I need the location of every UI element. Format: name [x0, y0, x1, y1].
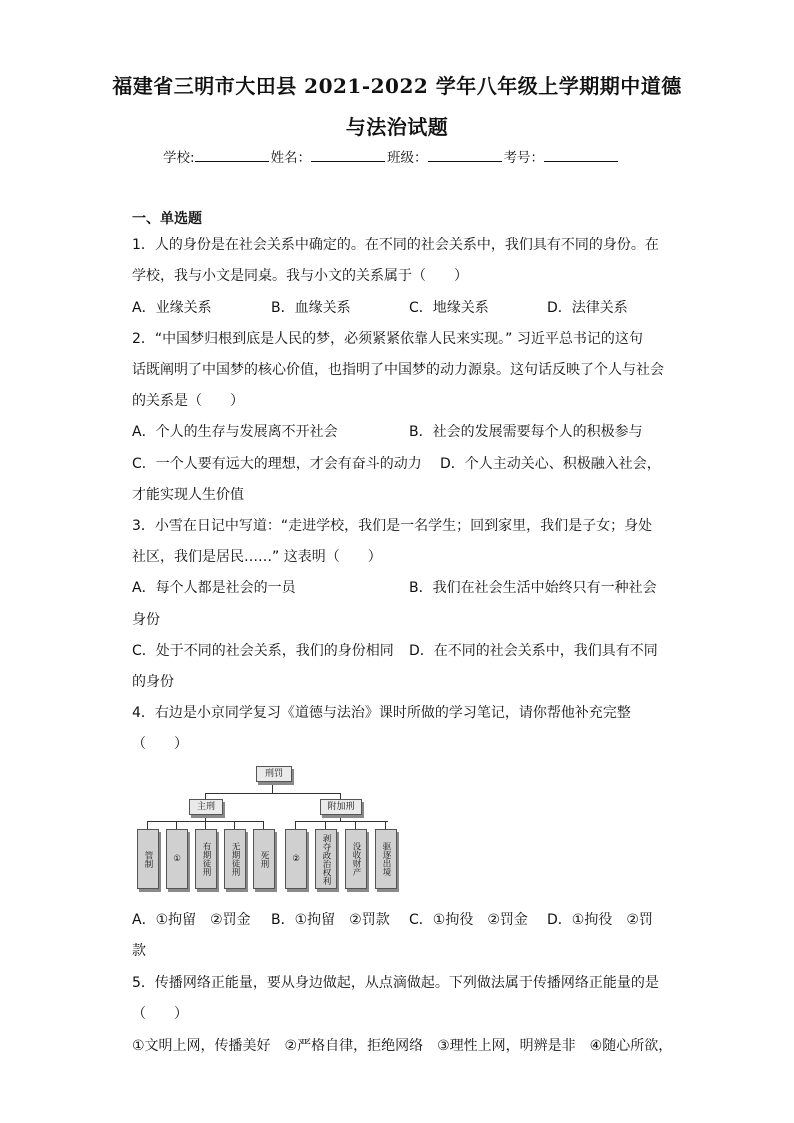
q2-stem-line2: 话既阐明了中国梦的核心价值，也指明了中国梦的动力源泉。这句话反映了个人与社会 [132, 362, 664, 378]
node-supplementary: 附加刑 [320, 799, 362, 815]
node-confiscation: 没收财产 [345, 829, 367, 889]
node-fixed-term: 有期徒刑 [195, 829, 217, 889]
q1-option-a[interactable]: A．业缘关系 [132, 300, 212, 316]
node-penalty: 刑罚 [256, 766, 292, 782]
node-blank-1: ① [166, 829, 188, 889]
penalty-tree-diagram [132, 763, 402, 893]
q2-option-d-cont: 才能实现人生价值 [132, 487, 244, 503]
q1-stem-line1: 1．人的身份是在社会关系中确定的。在不同的社会关系中，我们具有不同的身份。在 [132, 237, 659, 253]
document-title-line1: 福建省三明市大田县 2021-2022 学年八年级上学期期中道德 [112, 74, 682, 98]
q5-stem-line1: 5．传播网络正能量，要从身边做起，从点滴做起。下列做法属于传播网络正能量的是 [132, 975, 659, 991]
q3-option-b-cont: 身份 [132, 612, 160, 628]
q4-option-b[interactable]: B．①拘留 ②罚款 [271, 912, 390, 928]
name-blank[interactable] [311, 149, 385, 162]
node-life-sentence: 无期徒刑 [224, 829, 246, 889]
q3-option-d-cont: 的身份 [132, 674, 174, 690]
school-label: 学校: [163, 150, 195, 166]
q5-stem-line2: （ ） [132, 1006, 188, 1022]
q3-option-d[interactable]: D．在不同的社会关系中，我们具有不同 [409, 643, 658, 659]
q2-option-d[interactable]: D．个人主动关心、积极融入社会， [440, 456, 661, 472]
q3-option-a[interactable]: A．每个人都是社会的一员 [132, 580, 296, 596]
exam-no-label: 考号： [503, 150, 545, 166]
node-deprivation-rights: 剥夺政治权利 [315, 829, 337, 889]
q4-option-d[interactable]: D．①拘役 ②罚 [547, 912, 653, 928]
q5-statements: ①文明上网，传播美好 ②严格自律，拒绝网络 ③理性上网，明辨是非 ④随心所欲， [132, 1038, 673, 1054]
q2-stem-line1: 2．“中国梦归根到底是人民的梦，必须紧紧依靠人民来实现。” 习近平总书记的这句 [132, 331, 643, 347]
q2-option-c[interactable]: C．一个人要有远大的理想，才会有奋斗的动力 [132, 456, 422, 472]
node-deportation: 驱逐出境 [375, 829, 397, 889]
q1-option-c[interactable]: C．地缘关系 [409, 300, 489, 316]
exam-no-blank[interactable] [544, 149, 618, 162]
q4-option-d-cont: 款 [132, 943, 146, 959]
q1-option-d[interactable]: D．法律关系 [547, 300, 628, 316]
q4-stem-line2: （ ） [132, 736, 188, 752]
q1-option-b[interactable]: B．血缘关系 [271, 300, 351, 316]
name-label: 姓名： [270, 150, 312, 166]
class-label: 班级： [387, 150, 428, 166]
q2-option-b[interactable]: B．社会的发展需要每个人的积极参与 [409, 424, 643, 440]
q4-option-a[interactable]: A．①拘留 ②罚金 [132, 912, 251, 928]
q4-stem-line1: 4．右边是小京同学复习《道德与法治》课时所做的学习笔记，请你帮他补充完整 [132, 705, 631, 721]
node-control: 管制 [137, 829, 159, 889]
q3-stem-line2: 社区，我们是居民……” 这表明（ ） [132, 549, 382, 565]
section-heading: 一、单选题 [132, 211, 202, 227]
q2-option-a[interactable]: A．个人的生存与发展离不开社会 [132, 424, 338, 440]
q3-stem-line1: 3．小雪在日记中写道：“走进学校，我们是一名学生；回到家里，我们是子女；身处 [132, 518, 653, 534]
school-blank[interactable] [195, 149, 269, 162]
q4-option-c[interactable]: C．①拘役 ②罚金 [409, 912, 528, 928]
q1-stem-line2: 学校，我与小文是同桌。我与小文的关系属于（ ） [132, 268, 468, 284]
q3-option-c[interactable]: C．处于不同的社会关系，我们的身份相同 [132, 643, 394, 659]
document-title-line2: 与法治试题 [345, 115, 449, 139]
node-principal: 主刑 [189, 799, 223, 815]
student-info-row [163, 146, 620, 166]
class-blank[interactable] [428, 149, 502, 162]
node-death-penalty: 死刑 [253, 829, 275, 889]
q3-option-b[interactable]: B．我们在社会生活中始终只有一种社会 [409, 580, 657, 596]
node-blank-2: ② [285, 829, 307, 889]
q2-stem-line3: 的关系是（ ） [132, 393, 244, 409]
